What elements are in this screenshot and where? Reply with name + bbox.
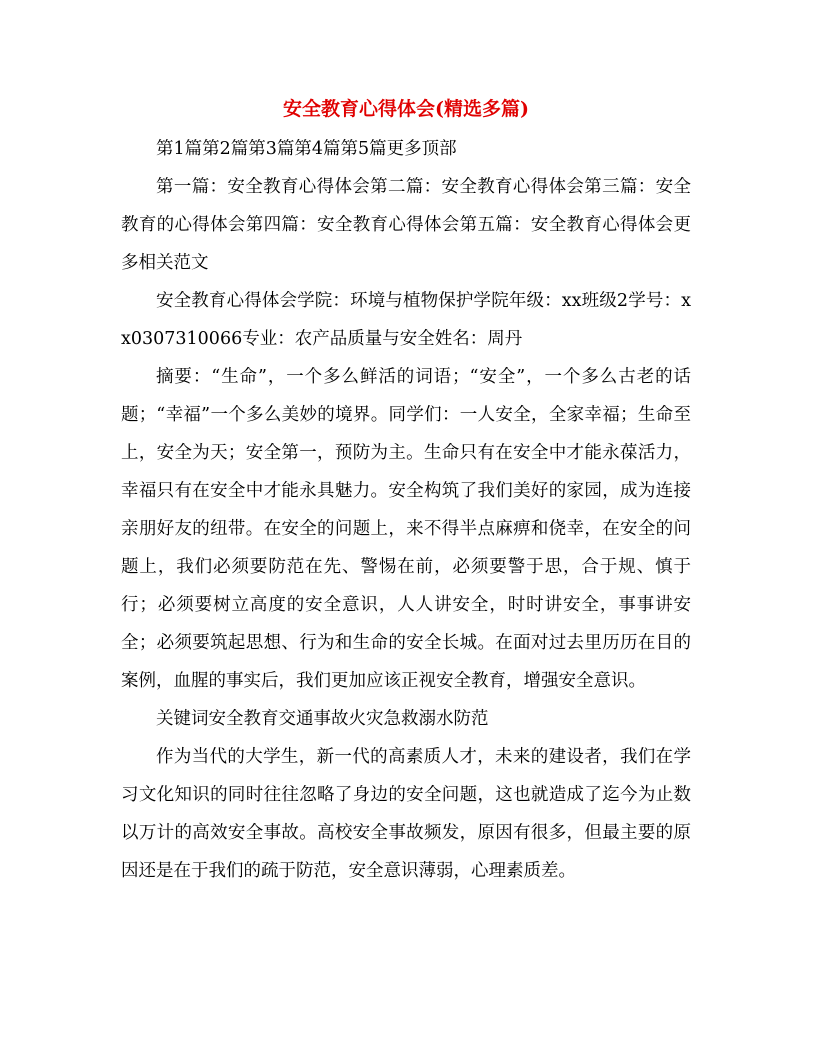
document-title: 安全教育心得体会(精选多篇) (283, 98, 529, 120)
paragraph-author-info: 安全教育心得体会学院：环境与植物保护学院年级：xx班级2学号：xx0307310066专业：农产品质量与安全姓名：周丹 (121, 291, 691, 349)
paragraph-body: 作为当代的大学生，新一代的高素质人才，未来的建设者，我们在学习文化知识的同时往往忽略了身边的安全问题，这也就造成了迄今为止数以万计的高效安全事故。高校安全事故频发，原因有很多，但最主要的原因还是在于我们的疏于防范，安全意识薄弱，心理素质差。 (121, 747, 691, 881)
paragraph-abstract: 摘要：“生命”，一个多么鲜活的词语；“安全”，一个多么古老的话题；“幸福”一个多么美妙的境界。同学们：一人安全，全家幸福；生命至上，安全为天；安全第一，预防为主。生命只有在安全中才能永葆活力，幸福只有在安全中才能永具魅力。安全构筑了我们美好的家园，成为连接亲朋好友的纽带。在安全的问题上，来不得半点麻痹和侥幸，在安全的问题上，我们必须要防范在先、警惕在前，必须要警于思，合于规、慎于行；必须要树立高度的安全意识，人人讲安全，时时讲安全，事事讲安全；必须要筑起思想、行为和生命的安全长城。在面对过去里历历在目的案例，血腥的事实后，我们更加应该正视安全教育，增强安全意识。 (121, 367, 691, 691)
paragraph-keywords: 关键词安全教育交通事故火灾急救溺水防范 (156, 709, 489, 729)
document-page (121, 92, 691, 890)
paragraph-table-of-contents: 第一篇：安全教育心得体会第二篇：安全教育心得体会第三篇：安全教育的心得体会第四篇：安全教育心得体会第五篇：安全教育心得体会更多相关范文 (121, 177, 691, 273)
paragraph-navigation: 第1篇第2篇第3篇第4篇第5篇更多顶部 (156, 139, 457, 159)
